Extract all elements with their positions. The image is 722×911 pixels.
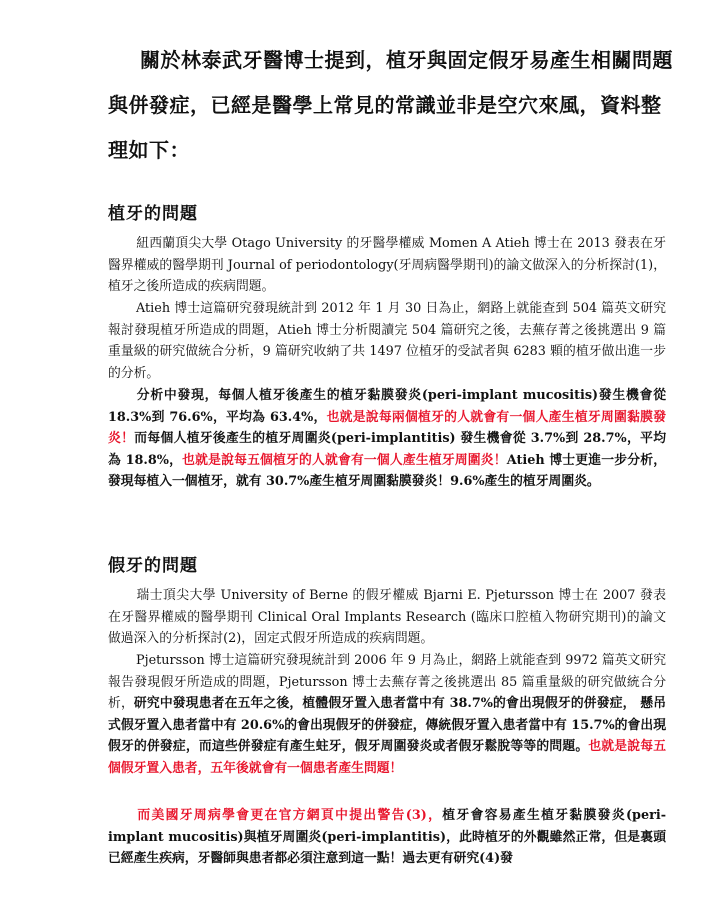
- intro-text: 關於林泰武牙醫博士提到，植牙與固定假牙易產生相關問題與併發症，已經是醫學上常見的常識並非是空穴來風，資料整理如下：: [108, 48, 673, 162]
- denture-p3-s2: 植牙會容易產生植牙黏膜發炎(peri-implant mucositis)與植牙周圍炎(peri-implantitis)，此時植牙的外觀雖然正常，但是裏頭已經產生疾病，牙醫師與患者都必須注意到這一點！過去更有研究(4)發: [108, 808, 667, 866]
- implant-p3-s1: 分析中發現，每個人植牙後產生的植牙黏膜發炎(peri-implant mucositis)發生機會從 18.3%到 76.6%，平均為 63.4%，: [108, 388, 666, 425]
- denture-p2-s2: 研究中發現患者在五年之後，植體假牙置入患者當中有 38.7%的會出現假牙的併發症， 懸吊式假牙置入患者當中有 20.6%的會出現假牙的併發症，傳統假牙置入患者當中有 15.7%的會出現假牙的併發症，而這些併發症有產生蛀牙，假牙周圍發炎或者假牙鬆脫等等的問題。: [108, 696, 666, 754]
- implant-p3-s4: 也就是說每五個植牙的人就會有一個人產生植牙周圍炎！: [182, 452, 507, 468]
- implant-p3-s3: 而每個人植牙後產生的植牙周圍炎(peri-implantitis) 發生機會從 3.7%到 28.7%，平均為 18.8%，: [108, 431, 666, 468]
- implant-p2-text: Atieh 博士這篇研究發現統計到 2012 年 1 月 30 日為止，網路上就能查到 504 篇英文研究報討發現植牙所造成的問題，Atieh 博士分析閱讀完 504 篇研究之後，去蕪存菁之後挑選出 9 篇重量級的研究做統合分析，9 篇研究收納了共 1497 位植牙的受試者與 6283 顆的植牙做出進一步的分析。: [108, 301, 666, 381]
- implant-p1-text: 紐西蘭頂尖大學 Otago University 的牙醫學權威 Momen A Atieh 博士在 2013 發表在牙醫界權威的醫學期刊 Journal of periodontology(牙周病醫學期刊)的論文做深入的分析探討(1)，植牙之後所造成的疾病問題。: [108, 236, 666, 294]
- denture-p1-text: 瑞士頂尖大學 University of Berne 的假牙權威 Bjarni E. Pjetursson 博士在 2007 發表在牙醫界權威的醫學期刊 Clinical Oral Implants Research (臨床口腔植入物研究期刊)的論文做過深入的分析探討(2)，固定式假牙所造成的疾病問題。: [108, 588, 666, 646]
- denture-paragraph-3: [108, 805, 666, 870]
- implant-p3-s2: 也就是說每兩個植牙的人就會有一個人產生植牙周圍黏膜發炎！: [108, 409, 666, 446]
- implant-heading: 植牙的問題: [108, 204, 198, 224]
- denture-paragraph-1: [108, 585, 666, 650]
- denture-paragraph-2: [108, 650, 666, 779]
- denture-p2-s1: Pjetursson 博士這篇研究發現統計到 2006 年 9 月為止，網路上就能查到 9972 篇英文研究報告發現假牙所造成的問題，Pjetursson 博士去蕪存菁之後挑選出 85 篇重量級的研究做統合分析，: [108, 653, 666, 711]
- implant-paragraph-3: [108, 385, 666, 493]
- implant-p3-s5: Atieh 博士更進一步分析，發現每植入一個植牙，就有 30.7%產生植牙周圍黏膜發炎！9.6%產生的植牙周圍炎。: [108, 452, 666, 489]
- implant-paragraph-2: [108, 298, 666, 384]
- denture-p3-s1: 而美國牙周病學會更在官方網頁中提出警告(3)，: [136, 808, 443, 823]
- intro-paragraph: [108, 38, 678, 173]
- denture-heading: 假牙的問題: [108, 556, 198, 576]
- implant-paragraph-1: [108, 233, 666, 298]
- denture-p2-s3: 也就是說每五個假牙置入患者，五年後就會有一個患者產生問題！: [108, 739, 667, 776]
